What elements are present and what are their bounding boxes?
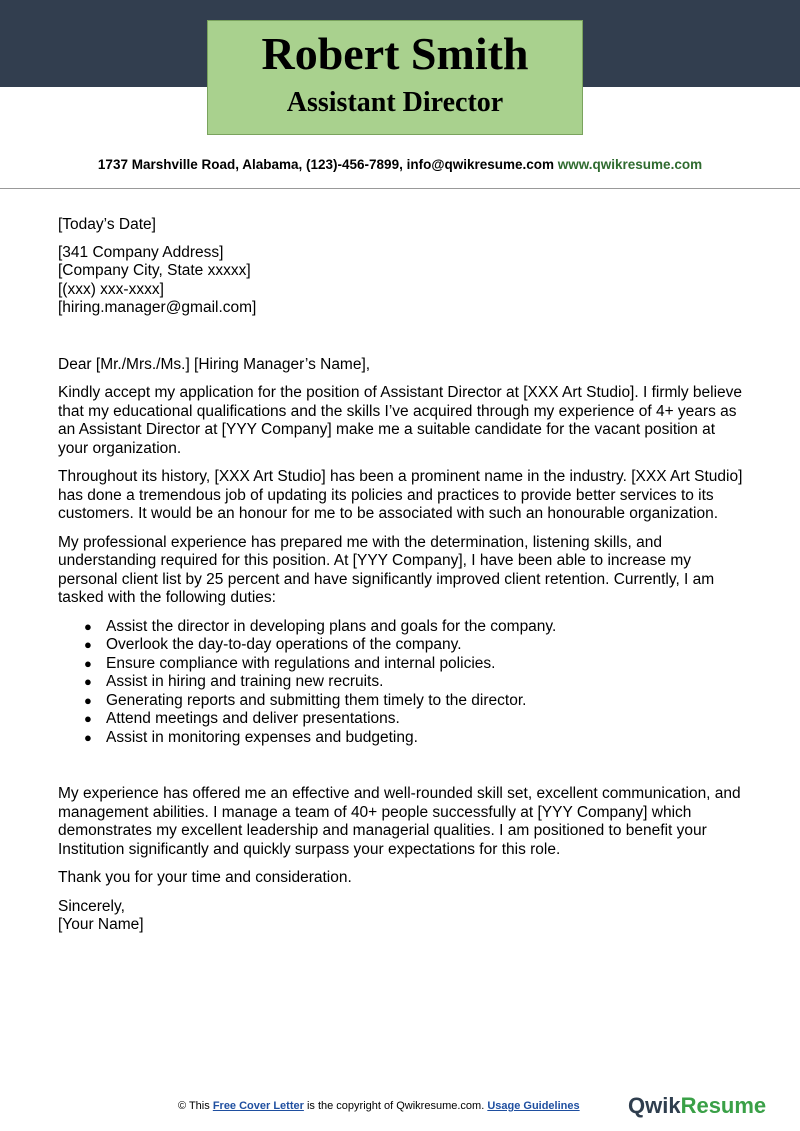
recipient-phone: [(xxx) xxx-xxxx] [58, 280, 164, 298]
bullet-icon: ● [84, 674, 92, 689]
name-box [207, 20, 583, 135]
recipient-address: [341 Company Address] [58, 243, 224, 261]
bullet-icon: ● [84, 637, 92, 652]
list-item: ● Assist in hiring and training new recruits. [84, 673, 384, 690]
qwikresume-logo[interactable]: QwikResume [628, 1093, 767, 1118]
header-divider [0, 188, 800, 189]
paragraph-experience: My professional experience has prepared me with the determination, listening skills, and understanding required for this position. At [YYY Company], I have been able to increase my personal client list by 25 percent and have significantly improved client retention. Currently, I am tasked with the following duties: [58, 533, 715, 606]
bullet-icon: ● [84, 655, 92, 671]
bullet-icon: ● [84, 618, 92, 634]
thanks-line: Thank you for your time and consideration. [58, 869, 352, 886]
salutation: Dear [Mr./Mrs./Ms.] [Hiring Manager’s Name], [58, 355, 371, 373]
list-item: ● Ensure compliance with regulations and internal policies. [84, 654, 496, 672]
bullet-icon: ● [84, 729, 92, 745]
list-item: ● Generating reports and submitting them timely to the director. [84, 691, 527, 709]
list-item: ● Overlook the day-to-day operations of the company. [84, 636, 462, 653]
website-link[interactable]: www.qwikresume.com [557, 157, 703, 172]
sign-off: Sincerely, [58, 897, 125, 915]
duties-list [58, 618, 748, 748]
bullet-icon: ● [84, 711, 92, 726]
usage-guidelines-link[interactable]: Usage Guidelines [487, 1100, 580, 1112]
job-title: Assistant Director [286, 87, 504, 118]
signature-name: [Your Name] [58, 916, 144, 933]
paragraph-intro: Kindly accept my application for the position of Assistant Director at [XXX Art Studio]. I firmly believe that my educational qualifications and the skills I’ve acquired through my experience of 4+ years as an Assistant Director at [YYY Company] make me a suitable candidate for the vacant position at your organization. [58, 384, 743, 457]
list-item: ● Assist in monitoring expenses and budgeting. [84, 728, 418, 746]
letter-date: [Today’s Date] [58, 216, 156, 233]
list-item: ● Attend meetings and deliver presentations. [84, 710, 400, 727]
letter-body [58, 216, 748, 935]
bullet-icon: ● [84, 692, 92, 708]
recipient-city: [Company City, State xxxxx] [58, 262, 251, 279]
contact-line [0, 156, 800, 174]
paragraph-company: Throughout its history, [XXX Art Studio] has been a prominent name in the industry. [XXX Art Studio] has done a tremendous job of updating its policies and practices to provide better services to its customers. It would be an honour for me to be associated with such an honourable organization. [58, 468, 743, 522]
free-cover-letter-link[interactable]: Free Cover Letter [212, 1100, 304, 1112]
copyright-notice: © This Free Cover Letter is the copyright of Qwikresume.com. Usage Guidelines [178, 1100, 580, 1112]
applicant-name: Robert Smith [261, 28, 529, 79]
contact-details: 1737 Marshville Road, Alabama, (123)-456-7899, info@qwikresume.com [97, 157, 558, 172]
paragraph-closing: My experience has offered me an effective and well-rounded skill set, excellent communication, and management abilities. I manage a team of 40+ people successfully at [YYY Company] which demonstrates my excellent leadership and managerial qualities. I am positioned to benefit your Institution significantly and quickly surpass your expectations for this role. [58, 785, 741, 858]
recipient-email: [hiring.manager@gmail.com] [58, 299, 257, 316]
list-item: ● Assist the director in developing plans and goals for the company. [84, 617, 557, 635]
